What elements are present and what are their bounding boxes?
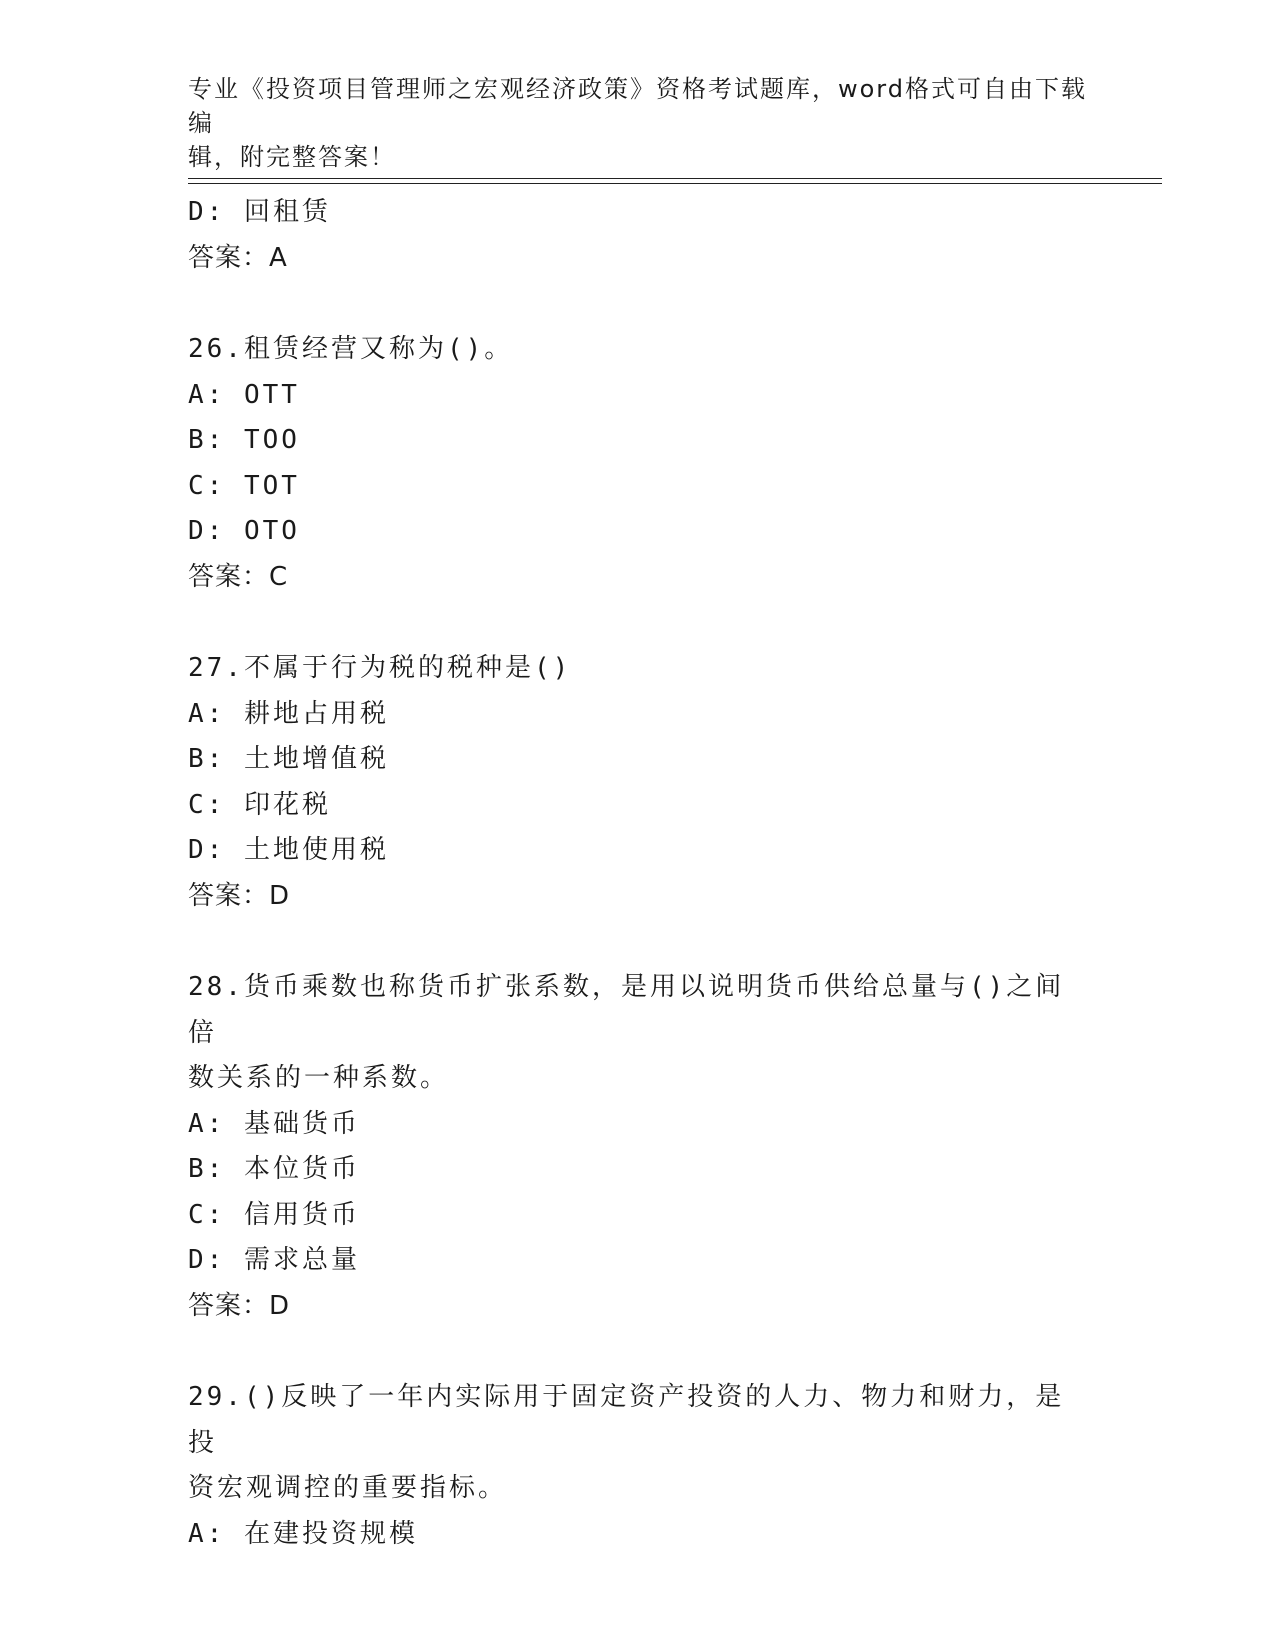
question-27: [188, 646, 1088, 919]
option-d: D: 需求总量: [188, 1245, 360, 1275]
question-28: [188, 965, 1088, 1329]
option-a: A: OTT: [188, 379, 300, 410]
option-c: C: 印花税: [188, 789, 331, 820]
question-26: [188, 327, 1088, 600]
option-a: A: 耕地占用税: [188, 698, 389, 729]
document-header: [188, 72, 1088, 174]
spacer: [188, 919, 1088, 965]
header-title-line-1: 专业《投资项目管理师之宏观经济政策》资格考试题库，word格式可自由下载编: [188, 75, 1087, 137]
spacer: [188, 1329, 1088, 1375]
spacer: [188, 600, 1088, 646]
question-list: [188, 190, 1088, 1557]
question-stem-line-1: 28.货币乘数也称货币扩张系数，是用以说明货币供给总量与()之间倍: [188, 972, 1065, 1048]
option-b: B: 本位货币: [188, 1154, 360, 1184]
header-title-line-2: 辑，附完整答案！: [188, 143, 396, 171]
header-divider-top: [188, 178, 1162, 179]
option-d: D: OTO: [188, 516, 300, 546]
question-stem-line-1: 29.()反映了一年内实际用于固定资产投资的人力、物力和财力，是投: [188, 1382, 1065, 1458]
question-stem: 27.不属于行为税的税种是(): [188, 653, 572, 683]
question-answer: 答案：D: [188, 1290, 291, 1321]
option-c: C: 信用货币: [188, 1199, 360, 1230]
option-a: A: 基础货币: [188, 1108, 360, 1139]
q25-option-d: D: 回租赁: [188, 197, 331, 227]
header-divider-bottom: [188, 183, 1162, 184]
spacer: [188, 281, 1088, 327]
q25-answer: 答案：A: [188, 242, 288, 273]
option-a: A: 在建投资规模: [188, 1518, 418, 1549]
question-answer: 答案：D: [188, 880, 291, 911]
question-answer: 答案：C: [188, 561, 289, 592]
question-stem-line-2: 资宏观调控的重要指标。: [188, 1473, 508, 1503]
option-b: B: 土地增值税: [188, 744, 389, 774]
question-stem: 26.租赁经营又称为()。: [188, 334, 514, 364]
question-29: [188, 1375, 1088, 1557]
question-stem-line-2: 数关系的一种系数。: [188, 1063, 450, 1093]
option-d: D: 土地使用税: [188, 835, 389, 865]
option-c: C: TOT: [188, 470, 300, 501]
option-b: B: TOO: [188, 425, 300, 455]
